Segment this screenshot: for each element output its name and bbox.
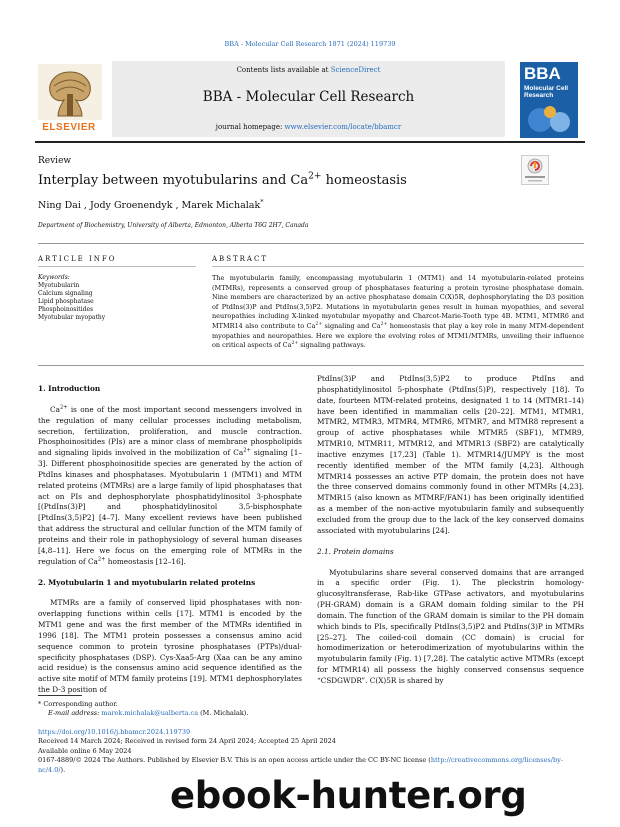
keywords-label: Keywords: [38,274,70,281]
license-link[interactable]: http://creativecommons.org/licenses/by-nc/4.0/ [38,756,563,774]
abstract-heading: ABSTRACT [212,255,269,263]
article-title: Interplay between myotubularins and $Ca^{2+}$ homeostasis [38,171,407,188]
abstract-text: The myotubularin family, encompassing myotubularin 1 (MTM1) and 14 myotubularin-related proteins (MTMRs), represents a conserved group of phosphatases featuring a protein tyrosine phosphatase domain. Nine members are characterized by an active phosphatase domain C(X)5R, dephosphorylating the D3 position of PtdIns(3)P and PtdIns(3,5)P2. Mutations in myotubularin genes result in human myopathies, and several neuropathies including X-linked myotubular myopathy and Charcot-Marie-Tooth type 4B. MTM1, MTMR6 and MTMR14 also contribute to $Ca^{2+}$ signaling and $Ca^{2+}$ homeostasis that play a key role in many MTM-dependent myopathies and neuropathies. Here we explore the evolving roles of MTM1/MTMRs, unveiling their influence on critical aspects of $Ca^{2+}$ signaling pathways. [212,274,584,350]
cover-art-icon [520,102,578,138]
keyword: Phosphoinositides [38,306,94,313]
divider [38,266,196,267]
domains-paragraph: Myotubularins share several conserved domains that are arranged in a specific order (Fig. 1). The pleckstrin homology-glucosyltransferase, Rab-like GTPase activators, and myotubularins (PH-GRAM) domain is a GRAM domain folding similar to the PH domain. The function of the GRAM domain is similar to the PH domain which binds to PIs, specifically PtdIns(3,5)P2 and PtdIns(3)P in MTMRs [25–27]. The coiled-coil domain (CC domain) is crucial for homodimerization or heterodimerization of myotubularins within the myotubularin family (Fig. 1) [7,28]. The catalytic active MTMRs (except for MTMR14) all possess the highly conserved consensus sequence “CSDGWDR”. C(X)5R is shared by [317,567,584,685]
watermark-text: ebook-hunter.org [170,774,527,817]
contents-line: Contents lists available at ScienceDirect [236,66,381,74]
divider [38,365,584,366]
affiliation: Department of Biochemistry, University of Alberta, Edmonton, Alberta T6G 2H7, Canada [38,222,309,229]
sciencedirect-link[interactable]: ScienceDirect [330,66,381,74]
section2-paragraph: MTMRs are a family of conserved lipid phosphatases with non-overlapping functions within cells [17]. MTM1 is encoded by the MTM1 gene and was the first member of the MTMRs identified in 1996 [18]. The MTM1 protein possesses a consensus amino acid sequence common to protein tyrosine phosphatases (PTPs)/dual-specificity phosphatases (DSP). Cys-Xaa5-Arg (Xaa can be any amino acid residue) is the consensus amino acid sequence identified as the active site motif of MTM family proteins [19]. MTM1 dephosphorylates the D-3 position of [38,598,302,695]
doi-link[interactable]: https://doi.org/10.1016/j.bbamcr.2024.119739 [38,728,191,736]
corresponding-mark[interactable]: * [260,197,264,206]
journal-citation[interactable]: BBA - Molecular Cell Research 1871 (2024) 119739 [224,40,396,48]
footnote: * Corresponding author. E-mail address: marek.michalak@ualberta.ca (M. Michalak). [38,700,249,717]
article-info-heading: ARTICLE INFO [38,255,117,263]
publication-meta [38,728,584,775]
keyword: Myotubularin [38,282,80,289]
divider [38,243,584,244]
publisher-logo-text: ELSEVIER [42,122,96,133]
continued-paragraph: PtdIns(3)P and PtdIns(3,5)P2 to produce PtdIns and phosphatidylinositol 5-phosphate (PtdIns(5)P), respectively [18]. To date, fourteen MTM-related proteins, designated 1 to 14 (MTMR1–14) have been identified in mammalian cells [20–22]. MTM1, MTMR1, MTMR2, MTMR3, MTMR4, MTMR6, MTMR7, and MTMR8 represent a group of active phosphatases while MTMR5 (SBF1), MTMR9, MTMR10, MTMR11, MTMR12, and MTMR13 (SBF2) are catalytically inactive enzymes [17,23] (Table 1). MTMR14/JUMPY is the most recently identified member of the MTM family [4,23]. Although MTMR14 possesses an active PTP domain, the protein does not have the three conserved domains commonly found in other MTMRs [4,23]. MTMR15 (also known as MTMRF/FAN1) has been originally identified as a member of the non-active myotubularin family and subsequently excluded from the group due to the lack of the key conserved domains associated with myotubularins [24]. [317,374,584,535]
homepage-line: journal homepage: www.elsevier.com/locate/bbamcr [215,123,402,131]
journal-title: BBA - Molecular Cell Research [202,89,415,105]
author-email-link[interactable]: marek.michalak@ualberta.ca [101,709,199,717]
body-left-column [38,384,302,696]
cover-subtitle: Molecular Cell Research [524,85,569,99]
section-heading-introduction: 1. Introduction [38,384,101,393]
journal-cover[interactable] [520,62,578,138]
intro-paragraph: $Ca^{2+}$ is one of the most important second messengers involved in the regulation of many cellular processes including metabolism, secretion, fertilization, proliferation, and muscle contraction. Phosphoinositides (PIs) are a minor class of membrane phospholipids and signaling lipids involved in the mobilization of $Ca^{2+}$ signaling [1–3]. Different phosphoinositide species are generated by the action of PtdIns kinases and phosphatases. Myotubularin 1 (MTM1) and MTM related proteins (MTMRs) are a large family of lipid phosphatases that act on PIs and dephosphorylate phosphatidylinositol 3-phosphate [(PtdIns(3)P] and phosphatidylinositol 3,5-bisphosphate [PtdIns(3,5)P2] [4–7]. Many excellent reviews have been published that address the structural and cellular function of the MTM family of proteins and their role in pathophysiology of several human diseases [4,8–11]. Here we focus on the emerging role of MTMRs in the regulation of $Ca^{2+}$ homeostasis [12–16]. [38,404,302,566]
keyword: Lipid phosphatase [38,298,94,305]
body-right-column [317,374,584,687]
keywords-block [38,274,105,322]
cover-title: BBA [524,64,561,83]
received-dates: Received 14 March 2024; Received in revised form 24 April 2024; Accepted 25 April 2024 [38,737,336,746]
keyword: Calcium signaling [38,290,93,297]
header-rule [35,141,585,143]
license-text: 0167-4889/© 2024 The Authors. Published by Elsevier B.V. This is an open access article under the CC BY-NC license (http://creativecommons.org/licenses/by-nc/4.0/). [38,756,563,774]
subsection-heading-protein-domains: 2.1. Protein domains [317,546,394,556]
homepage-link[interactable]: www.elsevier.com/locate/bbamcr [284,123,402,131]
check-for-updates-button[interactable] [521,155,549,185]
keyword: Myotubular myopathy [38,314,106,321]
author-list: Ning Dai , Jody Groenendyk , Marek Michalak* [38,197,264,211]
check-updates-icon [522,156,548,184]
article-type: Review [38,156,72,166]
available-online: Available online 6 May 2024 [38,746,132,755]
divider [212,266,584,267]
section-heading-myotubularin: 2. Myotubularin 1 and myotubularin related proteins [38,577,256,587]
footnote-rule [38,695,82,696]
